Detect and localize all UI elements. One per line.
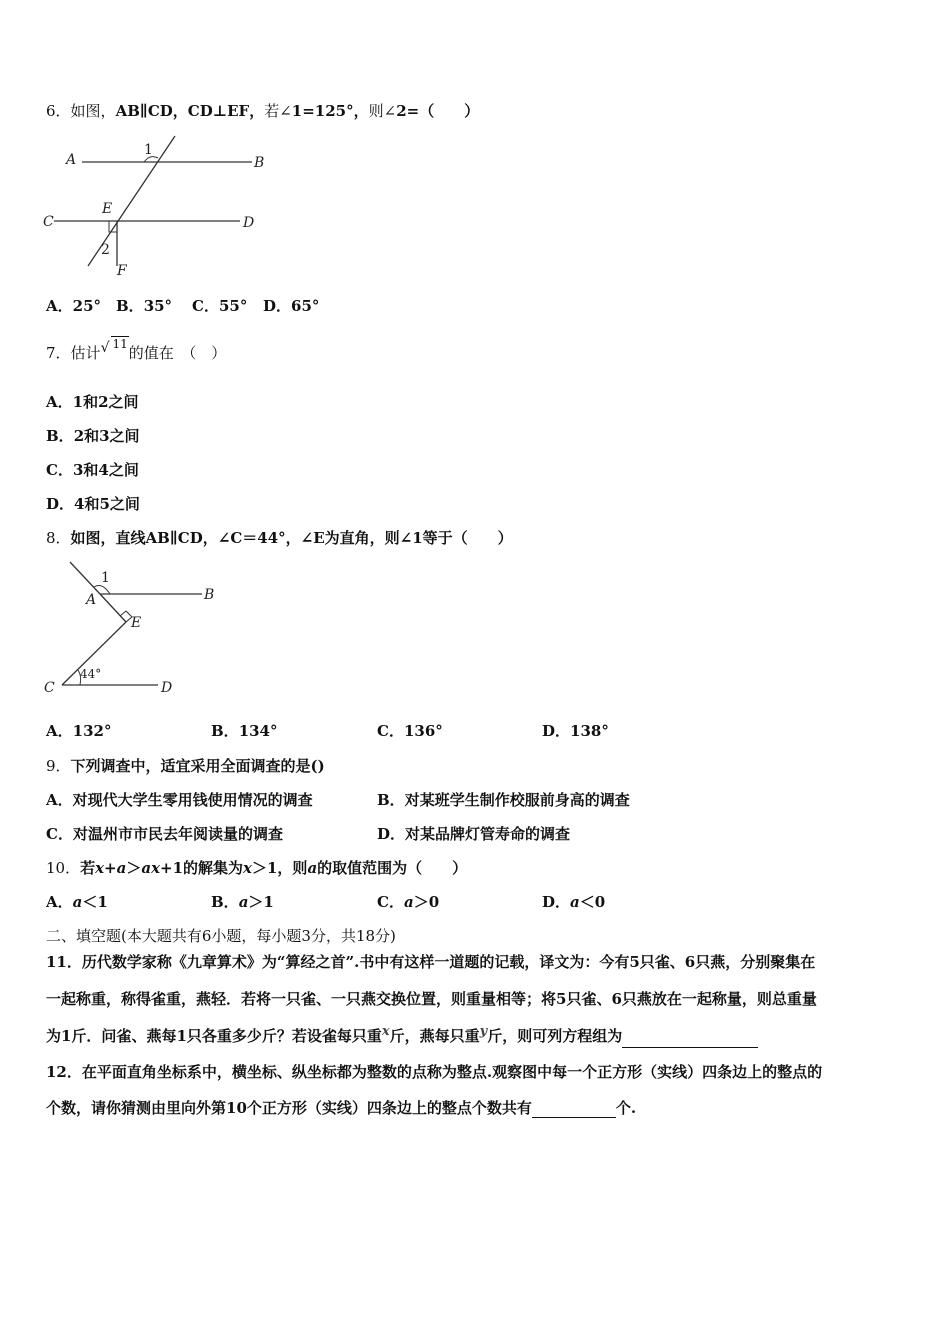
q7-number: 7． <box>46 344 71 362</box>
q7-radicand: 11 <box>112 337 128 351</box>
q12-line1: 12．在平面直角坐标系中，横坐标、纵坐标都为整数的点称为整点.观察图中每一个正方形（实线）四条边上的整点的 <box>46 1063 823 1081</box>
q11-line3 <box>46 1026 758 1048</box>
q7-option-a: A．1和2之间 <box>46 393 139 411</box>
q10-option-c: C．a＞0 <box>377 893 440 911</box>
q8-label-c: C <box>44 680 55 696</box>
q10-var: x <box>243 859 252 877</box>
q10-stem <box>46 858 467 878</box>
sqrt-icon: √ <box>100 340 110 356</box>
q10-expr2: ax <box>141 859 161 877</box>
q6-option-b: B．35° <box>116 297 173 315</box>
q12-answer-blank[interactable] <box>532 1101 616 1118</box>
q7-prefix: 估计 <box>70 344 101 362</box>
q10-expr1: x+a <box>95 859 127 877</box>
q8-segment-ae <box>100 594 126 622</box>
q8-number: 8． <box>46 529 71 547</box>
q8-option-b: B．134° <box>211 722 278 740</box>
q8-label-e: E <box>131 615 142 631</box>
q6-label-1: 1 <box>144 142 153 158</box>
q11-line1: 11．历代数学家称《九章算术》为“算经之首”.书中有这样一道题的记载，译文为：今有5只雀、6只燕，分别聚集在 <box>46 953 816 971</box>
q7-suffix: 的值在 （ ） <box>128 344 227 362</box>
q10-number: 10． <box>46 859 81 877</box>
q6-right-angle-mark <box>109 221 117 232</box>
q8-option-d: D．138° <box>542 722 609 740</box>
q7-stem <box>46 337 227 364</box>
q12-line2b: 个. <box>615 1099 637 1117</box>
q11-line3a: 为1斤．问雀、燕每1只各重多少斤？若设雀每只重 <box>46 1027 382 1045</box>
q11-answer-blank[interactable] <box>622 1031 758 1048</box>
q6-text-c: 若∠ <box>264 102 292 120</box>
q10-t2: +1的解集为 <box>160 859 244 877</box>
q10-t3: ＞1，则 <box>252 859 308 877</box>
q11-line3b: 斤，燕每只重 <box>389 1027 480 1045</box>
q8-figure <box>40 556 240 701</box>
q8-stem <box>46 528 513 548</box>
q9-number: 9． <box>46 757 71 775</box>
q9-option-d: D．对某品牌灯管寿命的调查 <box>377 825 571 843</box>
q6-label-a: A <box>66 152 77 168</box>
q8-text: 如图，直线AB∥CD，∠C＝44°，∠E为直角，则∠1等于（ ） <box>70 529 513 547</box>
q11-x: x <box>381 1024 390 1039</box>
q6-option-c: C．55° <box>192 297 248 315</box>
q10-t1: 若 <box>80 859 96 877</box>
q8-label-1: 1 <box>101 570 110 586</box>
q10-option-a: A．a＜1 <box>46 893 108 911</box>
q6-figure <box>40 128 280 283</box>
q8-option-c: C．136° <box>377 722 443 740</box>
q10-gt: ＞ <box>126 859 142 877</box>
q6-text-b: AB∥CD，CD⊥EF， <box>115 102 265 120</box>
q10-t4: 的取值范围为（ ） <box>317 859 468 877</box>
q9-text: 下列调查中，适宜采用全面调查的是() <box>70 757 325 775</box>
q9-stem <box>46 756 325 776</box>
q8-label-44: 44° <box>80 667 102 681</box>
q6-text-f: 2=（ ） <box>396 102 480 120</box>
q6-label-b: B <box>254 155 265 171</box>
q9-option-c: C．对温州市市民去年阅读量的调查 <box>46 825 283 843</box>
q8-label-b: B <box>204 587 215 603</box>
q11-y: y <box>479 1024 488 1039</box>
q6-label-f: F <box>117 263 127 279</box>
q11-line3c: 斤，则可列方程组为 <box>487 1027 623 1045</box>
q12-line2 <box>46 1098 636 1118</box>
q7-option-c: C．3和4之间 <box>46 461 139 479</box>
q6-option-a: A．25° <box>46 297 102 315</box>
q6-stem <box>46 101 479 121</box>
q6-label-e: E <box>102 201 113 217</box>
q8-option-a: A．132° <box>46 722 112 740</box>
q9-option-a: A．对现代大学生零用钱使用情况的调查 <box>46 791 313 809</box>
q10-a: a <box>307 859 318 877</box>
q11-line2: 一起称重，称得雀重，燕轻．若将一只雀、一只燕交换位置，则重量相等；将5只雀、6只燕放在一起称量，则总重量 <box>46 990 817 1008</box>
q6-label-c: C <box>43 214 54 230</box>
q8-label-a: A <box>86 592 97 608</box>
q6-text-e: 则∠ <box>368 102 397 120</box>
q10-option-b: B．a＞1 <box>211 893 274 911</box>
q6-text-a: 如图， <box>70 102 116 120</box>
q12-line2a: 个数，请你猜测由里向外第10个正方形（实线）四条边上的整点个数共有 <box>46 1099 532 1117</box>
q6-number: 6． <box>46 102 71 120</box>
q6-label-d: D <box>243 215 255 231</box>
q8-label-d: D <box>161 680 173 696</box>
q6-text-d: 1=125°， <box>291 102 369 120</box>
q7-option-b: B．2和3之间 <box>46 427 140 445</box>
q6-option-d: D．65° <box>263 297 320 315</box>
section-2-heading: 二、填空题(本大题共有6小题，每小题3分，共18分) <box>46 927 396 945</box>
q9-option-b: B．对某班学生制作校服前身高的调查 <box>377 791 630 809</box>
q6-label-2: 2 <box>101 242 110 258</box>
q10-option-d: D．a＜0 <box>542 893 606 911</box>
q7-option-d: D．4和5之间 <box>46 495 140 513</box>
q8-ray-a <box>70 562 100 594</box>
